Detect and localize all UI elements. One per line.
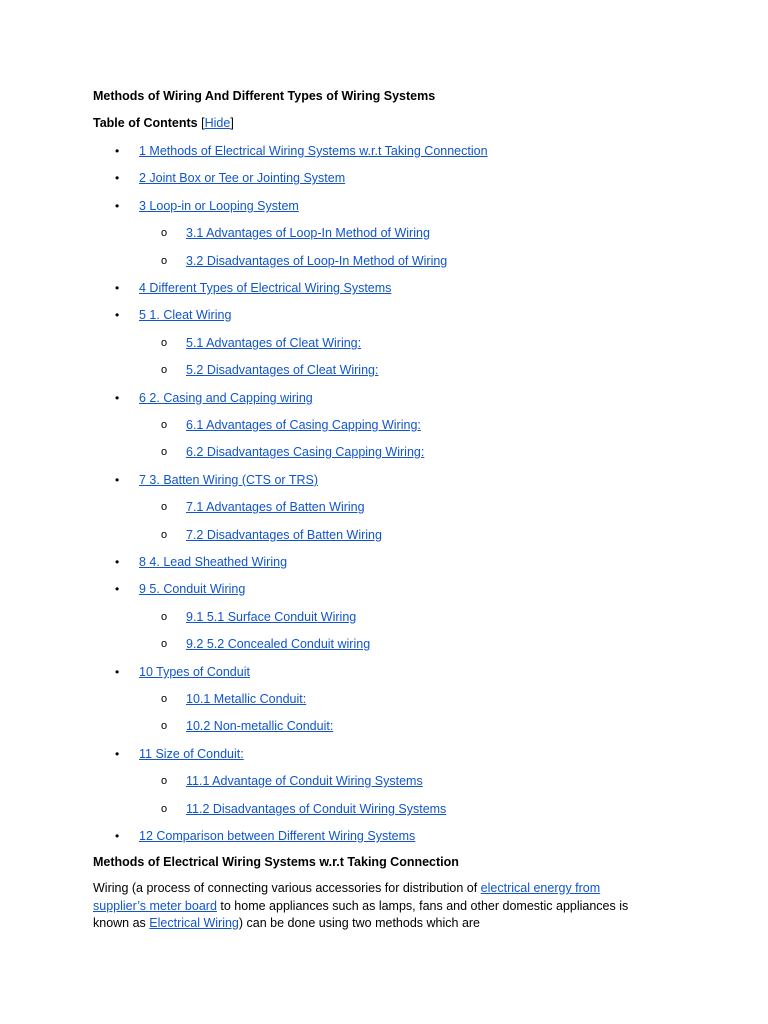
toc-link[interactable]: 11.2 Disadvantages of Conduit Wiring Systems xyxy=(186,802,447,816)
toc-link[interactable]: 5.2 Disadvantages of Cleat Wiring: xyxy=(186,363,379,377)
sub-bullet-icon: o xyxy=(161,720,168,732)
sub-bullet-icon: o xyxy=(161,255,168,267)
bullet-icon: • xyxy=(115,199,120,213)
toc-link[interactable]: 3 Loop-in or Looping System xyxy=(139,199,299,213)
toc-subitem xyxy=(161,691,307,707)
toc-item xyxy=(115,581,246,597)
toc-link[interactable]: 12 Comparison between Different Wiring Systems xyxy=(139,829,416,843)
toc-bracket-close: ] xyxy=(230,116,234,130)
sub-bullet-icon: o xyxy=(161,446,168,458)
toc-link[interactable]: 2 Joint Box or Tee or Jointing System xyxy=(139,171,346,185)
toc-link[interactable]: 9.1 5.1 Surface Conduit Wiring xyxy=(186,610,357,624)
toc-item xyxy=(115,280,392,296)
toc-link[interactable]: 11 Size of Conduit: xyxy=(139,747,244,761)
toc-link[interactable]: 6 2. Casing and Capping wiring xyxy=(139,391,313,405)
toc-link[interactable]: 5 1. Cleat Wiring xyxy=(139,308,232,322)
intro-paragraph xyxy=(93,880,653,933)
paragraph-text-2: to home appliances such as lamps, fans and other domestic appliances is known as xyxy=(93,898,629,930)
bullet-icon: • xyxy=(115,473,120,487)
toc-link[interactable]: 4 Different Types of Electrical Wiring Systems xyxy=(139,281,392,295)
toc-link[interactable]: 8 4. Lead Sheathed Wiring xyxy=(139,555,288,569)
toc-subitem xyxy=(161,225,430,241)
toc-link[interactable]: 11.1 Advantage of Conduit Wiring Systems xyxy=(186,774,423,788)
sub-bullet-icon: o xyxy=(161,693,168,705)
toc-link[interactable]: 5.1 Advantages of Cleat Wiring: xyxy=(186,336,362,350)
paragraph-text-1: Wiring (a process of connecting various accessories for distribution of xyxy=(93,881,481,895)
toc-link[interactable]: 10.2 Non-metallic Conduit: xyxy=(186,719,334,733)
toc-link[interactable]: 10.1 Metallic Conduit: xyxy=(186,692,307,706)
toc-item xyxy=(115,198,299,214)
sub-bullet-icon: o xyxy=(161,638,168,650)
electrical-energy-link[interactable]: electrical energy from supplier’s meter board xyxy=(93,881,601,913)
toc-item xyxy=(115,828,416,844)
toc-item xyxy=(115,746,244,762)
toc-subitem xyxy=(161,253,448,269)
sub-bullet-icon: o xyxy=(161,803,168,815)
toc-link[interactable]: 9.2 5.2 Concealed Conduit wiring xyxy=(186,637,371,651)
toc-subitem xyxy=(161,417,421,433)
toc-item xyxy=(115,664,250,680)
toc-link[interactable]: 1 Methods of Electrical Wiring Systems w.r.t Taking Connection xyxy=(139,144,488,158)
toc-label: Table of Contents xyxy=(93,116,198,130)
toc-link[interactable]: 9 5. Conduit Wiring xyxy=(139,582,246,596)
toc-bracket-open: [ xyxy=(201,116,205,130)
paragraph-text-3: ) can be done using two methods which are xyxy=(238,916,481,930)
bullet-icon: • xyxy=(115,171,120,185)
toc-subitem xyxy=(161,362,379,378)
sub-bullet-icon: o xyxy=(161,227,168,239)
toc-subitem xyxy=(161,527,382,543)
sub-bullet-icon: o xyxy=(161,501,168,513)
bullet-icon: • xyxy=(115,829,120,843)
sub-bullet-icon: o xyxy=(161,419,168,431)
bullet-icon: • xyxy=(115,665,120,679)
sub-bullet-icon: o xyxy=(161,775,168,787)
toc-subitem xyxy=(161,335,362,351)
toc-link[interactable]: 7 3. Batten Wiring (CTS or TRS) xyxy=(139,473,318,487)
section-heading: Methods of Electrical Wiring Systems w.r.t Taking Connection xyxy=(93,855,459,869)
document-title: Methods of Wiring And Different Types of Wiring Systems xyxy=(93,89,436,103)
toc-subitem xyxy=(161,499,365,515)
toc-item xyxy=(115,143,488,159)
toc-link[interactable]: 7.2 Disadvantages of Batten Wiring xyxy=(186,528,382,542)
toc-link[interactable]: 6.1 Advantages of Casing Capping Wiring: xyxy=(186,418,421,432)
toc-item xyxy=(115,170,346,186)
toc-link[interactable]: 6.2 Disadvantages Casing Capping Wiring: xyxy=(186,445,425,459)
toc-subitem xyxy=(161,718,334,734)
toc-link[interactable]: 10 Types of Conduit xyxy=(139,665,250,679)
sub-bullet-icon: o xyxy=(161,337,168,349)
bullet-icon: • xyxy=(115,281,120,295)
toc-subitem xyxy=(161,773,423,789)
bullet-icon: • xyxy=(115,747,120,761)
sub-bullet-icon: o xyxy=(161,611,168,623)
bullet-icon: • xyxy=(115,144,120,158)
electrical-wiring-link[interactable]: Electrical Wiring xyxy=(149,916,239,930)
toc-item xyxy=(115,472,318,488)
toc-hide-link[interactable]: Hide xyxy=(204,116,231,130)
toc-link[interactable]: 7.1 Advantages of Batten Wiring xyxy=(186,500,365,514)
toc-subitem xyxy=(161,444,425,460)
toc-item xyxy=(115,390,313,406)
bullet-icon: • xyxy=(115,391,120,405)
toc-subitem xyxy=(161,801,447,817)
toc-item xyxy=(115,554,288,570)
sub-bullet-icon: o xyxy=(161,364,168,376)
bullet-icon: • xyxy=(115,308,120,322)
sub-bullet-icon: o xyxy=(161,529,168,541)
bullet-icon: • xyxy=(115,555,120,569)
toc-item xyxy=(115,307,232,323)
toc-link[interactable]: 3.1 Advantages of Loop-In Method of Wiring xyxy=(186,226,430,240)
toc-subitem xyxy=(161,609,357,625)
bullet-icon: • xyxy=(115,582,120,596)
toc-subitem xyxy=(161,636,371,652)
toc-link[interactable]: 3.2 Disadvantages of Loop-In Method of Wiring xyxy=(186,254,448,268)
